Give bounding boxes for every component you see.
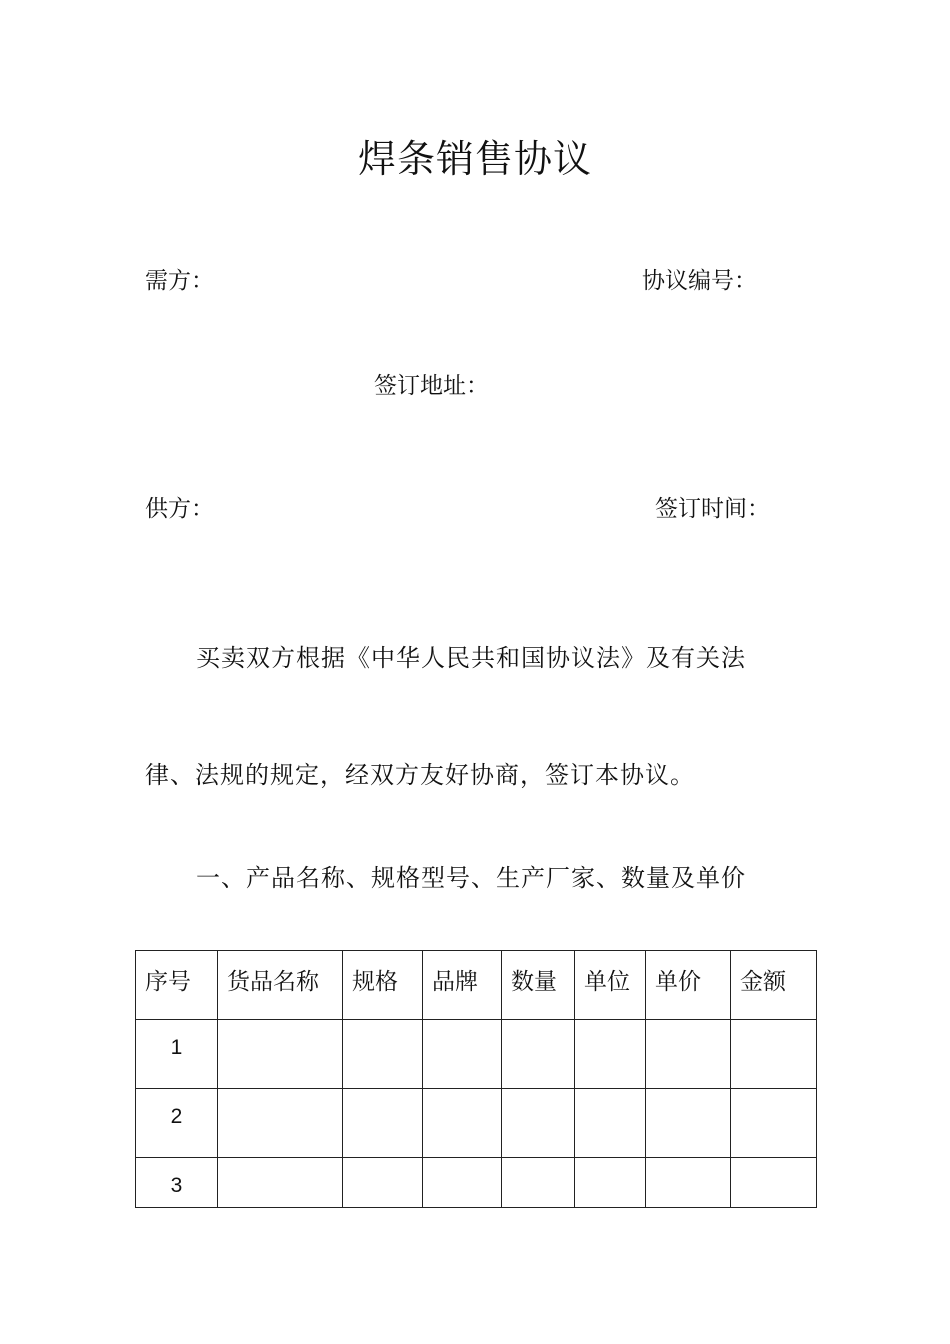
agreement-number-label: 协议编号： xyxy=(642,268,757,294)
cell-product-name xyxy=(218,1089,343,1158)
cell-amount xyxy=(731,1158,817,1208)
cell-unit xyxy=(575,1020,646,1089)
column-header-quantity: 数量 xyxy=(502,951,575,1020)
column-header-amount: 金额 xyxy=(731,951,817,1020)
cell-unit-price xyxy=(646,1158,731,1208)
goods-table xyxy=(135,950,817,1208)
row-index: 1 xyxy=(136,1020,218,1089)
column-header-unit: 单位 xyxy=(575,951,646,1020)
table-row xyxy=(136,1158,817,1208)
cell-product-name xyxy=(218,1158,343,1208)
cell-quantity xyxy=(502,1158,575,1208)
seller-label: 供方： xyxy=(145,496,214,522)
sign-place-label: 签订地址： xyxy=(374,373,489,399)
document-title: 焊条销售协议 xyxy=(357,137,592,181)
column-header-brand: 品牌 xyxy=(423,951,502,1020)
cell-spec xyxy=(343,1089,423,1158)
intro-paragraph-line-2: 律、法规的规定，经双方友好协商，签订本协议。 xyxy=(145,761,695,789)
intro-paragraph-line-1: 买卖双方根据《中华人民共和国协议法》及有关法 xyxy=(196,644,746,672)
cell-product-name xyxy=(218,1020,343,1089)
table-row xyxy=(136,1089,817,1158)
row-index: 3 xyxy=(136,1158,218,1208)
table-row xyxy=(136,1020,817,1089)
cell-amount xyxy=(731,1089,817,1158)
cell-quantity xyxy=(502,1089,575,1158)
cell-quantity xyxy=(502,1020,575,1089)
cell-amount xyxy=(731,1020,817,1089)
cell-brand xyxy=(423,1089,502,1158)
cell-unit-price xyxy=(646,1089,731,1158)
buyer-label: 需方： xyxy=(145,268,214,294)
column-header-unit-price: 单价 xyxy=(646,951,731,1020)
cell-unit-price xyxy=(646,1020,731,1089)
cell-unit xyxy=(575,1158,646,1208)
table-header-row xyxy=(136,951,817,1020)
section-1-heading: 一、产品名称、规格型号、生产厂家、数量及单价 xyxy=(196,864,746,892)
cell-spec xyxy=(343,1158,423,1208)
cell-brand xyxy=(423,1158,502,1208)
row-index: 2 xyxy=(136,1089,218,1158)
cell-spec xyxy=(343,1020,423,1089)
column-header-spec: 规格 xyxy=(343,951,423,1020)
sign-time-label: 签订时间： xyxy=(655,496,770,522)
column-header-index: 序号 xyxy=(136,951,218,1020)
column-header-product-name: 货品名称 xyxy=(218,951,343,1020)
cell-unit xyxy=(575,1089,646,1158)
cell-brand xyxy=(423,1020,502,1089)
